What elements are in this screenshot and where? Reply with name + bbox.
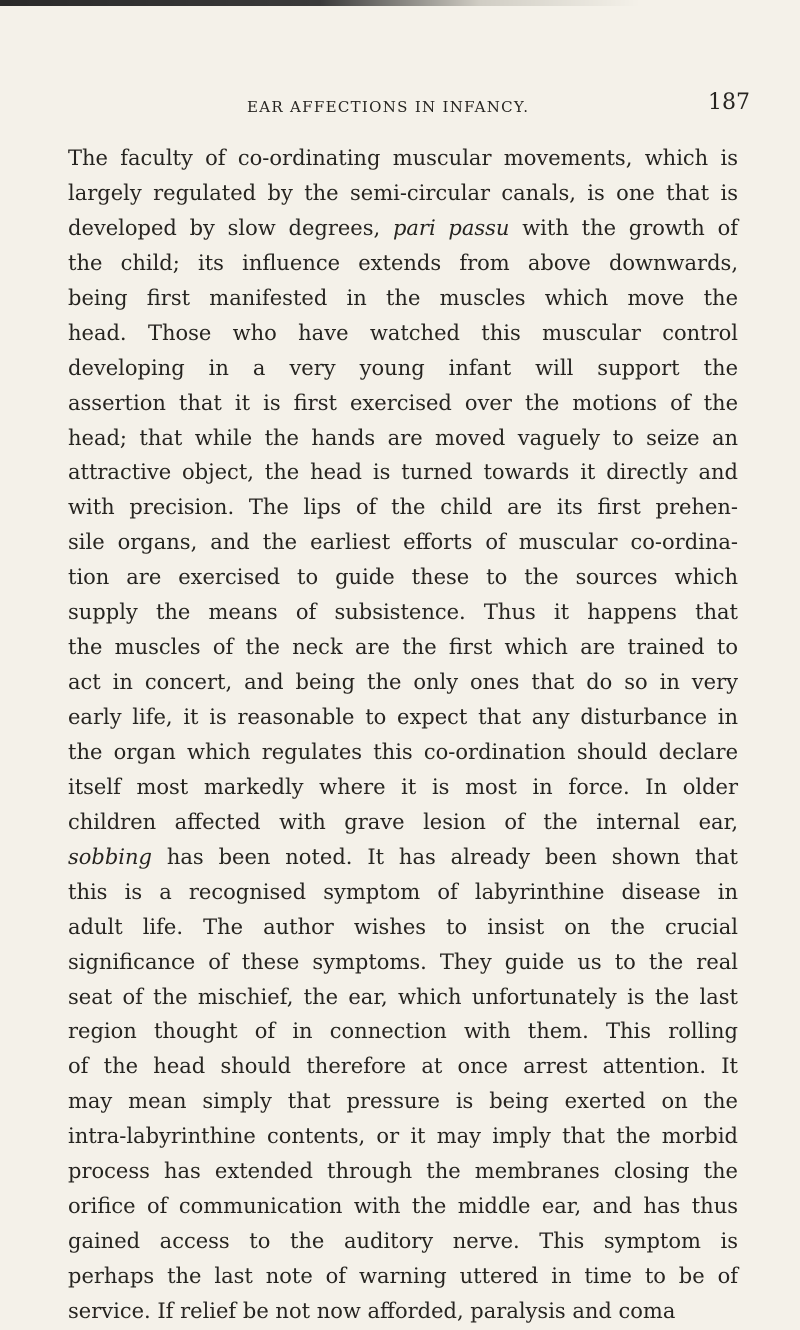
- italic-term: sobbing: [68, 844, 152, 869]
- text-line: [68, 1014, 738, 1049]
- text-span: sile organs, and the earliest efforts of muscular co-ordina-: [68, 530, 738, 555]
- text-span: head; that while the hands are moved vaguely to seize an: [68, 425, 738, 450]
- text-line: [68, 910, 738, 945]
- text-line: [68, 455, 738, 490]
- body-paragraph: [68, 141, 738, 1329]
- text-span: service. If relief be not now afforded, paralysis and coma: [68, 1298, 676, 1323]
- text-span: assertion that it is first exercised over the motions of the: [68, 390, 738, 415]
- text-line: [68, 1154, 738, 1189]
- text-line: [68, 1189, 738, 1224]
- italic-term: pari passu: [392, 215, 510, 240]
- text-span: children affected with grave lesion of the internal ear,: [68, 809, 738, 834]
- text-line: [68, 595, 738, 630]
- text-span: region thought of in connection with them. This rolling: [68, 1019, 738, 1044]
- text-span: head. Those who have watched this muscular control: [68, 320, 738, 345]
- text-span: act in concert, and being the only ones that do so in very: [68, 670, 738, 695]
- text-line: [68, 351, 738, 386]
- text-span: of the head should therefore at once arrest attention. It: [68, 1054, 738, 1079]
- text-line: [68, 945, 738, 980]
- text-span: being first manifested in the muscles which move the: [68, 285, 738, 310]
- text-span: early life, it is reasonable to expect that any disturbance in: [68, 705, 738, 729]
- text-span: the organ which regulates this co-ordination should declare: [68, 739, 738, 764]
- text-span: this is a recognised symptom of labyrinthine disease in: [68, 879, 738, 904]
- text-line: [68, 386, 738, 421]
- text-span: developed by slow degrees,: [68, 215, 393, 240]
- text-line: [68, 875, 738, 910]
- text-span: developing in a very young infant will support the: [68, 355, 738, 380]
- text-line: [68, 281, 738, 316]
- text-line: [68, 735, 738, 770]
- text-line: [68, 490, 738, 525]
- text-span: tion are exercised to guide these to the sources which: [68, 565, 738, 590]
- text-span: adult life. The author wishes to insist on the crucial: [68, 914, 738, 939]
- text-span: may mean simply that pressure is being exerted on the: [68, 1089, 738, 1114]
- text-span: with precision. The lips of the child are its first prehen-: [68, 495, 738, 520]
- text-line: [68, 630, 738, 665]
- text-span: itself most markedly where it is most in force. In older: [68, 774, 738, 799]
- text-line: [68, 700, 738, 735]
- text-line: [68, 840, 738, 875]
- text-span: attractive object, the head is turned towards it directly and: [68, 460, 738, 485]
- text-span: gained access to the auditory nerve. This symptom is: [68, 1229, 738, 1254]
- text-line: [68, 1119, 738, 1154]
- text-line: [68, 421, 738, 456]
- text-span: with the growth of: [509, 215, 738, 240]
- text-line: [68, 141, 738, 176]
- text-span: significance of these symptoms. They guide us to the real: [68, 949, 738, 974]
- text-line: [68, 665, 738, 700]
- text-span: The faculty of co-ordinating muscular movements, which is: [68, 146, 738, 170]
- text-span: intra-labyrinthine contents, or it may imply that the morbid: [68, 1124, 738, 1149]
- text-line: [68, 525, 738, 560]
- top-edge-shadow: [0, 0, 800, 6]
- text-span: orifice of communication with the middle ear, and has thus: [68, 1194, 738, 1219]
- text-line: [68, 1224, 738, 1259]
- text-line: [68, 176, 738, 211]
- text-span: largely regulated by the semi-circular canals, is one that is: [68, 180, 738, 205]
- page-number: 187: [708, 90, 750, 115]
- text-span: perhaps the last note of warning uttered in time to be of: [68, 1264, 738, 1288]
- text-line: [68, 980, 738, 1015]
- text-span: the muscles of the neck are the first which are trained to: [68, 635, 738, 660]
- text-line: [68, 1294, 738, 1329]
- running-head: EAR AFFECTIONS IN INFANCY.: [247, 98, 530, 116]
- text-span: the child; its influence extends from above downwards,: [68, 250, 738, 275]
- text-span: seat of the mischief, the ear, which unfortunately is the last: [68, 984, 738, 1009]
- text-line: [68, 805, 738, 840]
- text-span: has been noted. It has already been shown that: [152, 844, 738, 869]
- text-span: process has extended through the membranes closing the: [68, 1159, 738, 1184]
- text-line: [68, 246, 738, 281]
- page-header: [0, 90, 800, 130]
- text-line: [68, 770, 738, 805]
- text-span: supply the means of subsistence. Thus it happens that: [68, 600, 738, 625]
- text-line: [68, 1259, 738, 1294]
- text-line: [68, 1049, 738, 1084]
- text-line: [68, 211, 738, 246]
- text-line: [68, 1084, 738, 1119]
- text-line: [68, 560, 738, 595]
- text-line: [68, 316, 738, 351]
